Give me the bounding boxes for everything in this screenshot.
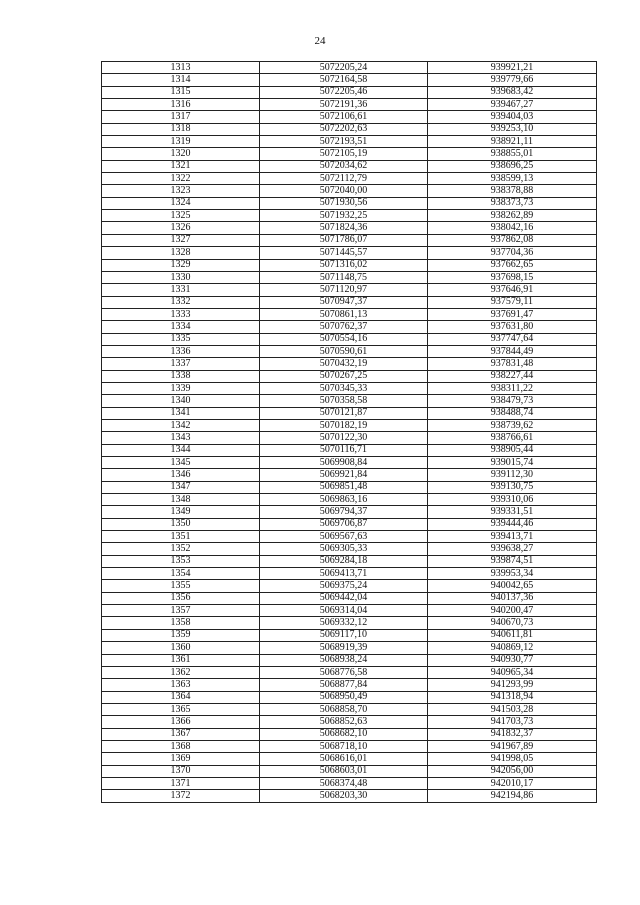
point-number-cell: 1331 <box>102 284 260 296</box>
table-row <box>102 222 597 234</box>
x-coordinate-cell: 5070121,87 <box>260 407 428 419</box>
y-coordinate-cell: 939112,30 <box>428 469 597 481</box>
point-number-cell: 1371 <box>102 777 260 789</box>
page-number: 24 <box>314 35 326 47</box>
y-coordinate-cell: 937579,11 <box>428 296 597 308</box>
point-number-cell: 1349 <box>102 506 260 518</box>
y-coordinate-cell: 941703,73 <box>428 716 597 728</box>
y-coordinate-cell: 938855,01 <box>428 148 597 160</box>
point-number-cell: 1339 <box>102 382 260 394</box>
x-coordinate-cell: 5069413,71 <box>260 568 428 580</box>
point-number-cell: 1361 <box>102 654 260 666</box>
x-coordinate-cell: 5071316,02 <box>260 259 428 271</box>
y-coordinate-cell: 937844,49 <box>428 345 597 357</box>
table-row <box>102 580 597 592</box>
x-coordinate-cell: 5068616,01 <box>260 753 428 765</box>
x-coordinate-cell: 5070432,19 <box>260 358 428 370</box>
table-row <box>102 247 597 259</box>
point-number-cell: 1366 <box>102 716 260 728</box>
point-number-cell: 1360 <box>102 642 260 654</box>
y-coordinate-cell: 939015,74 <box>428 457 597 469</box>
y-coordinate-cell: 941832,37 <box>428 728 597 740</box>
point-number-cell: 1341 <box>102 407 260 419</box>
y-coordinate-cell: 940869,12 <box>428 642 597 654</box>
table-row <box>102 531 597 543</box>
point-number-cell: 1364 <box>102 691 260 703</box>
point-number-cell: 1320 <box>102 148 260 160</box>
x-coordinate-cell: 5069284,18 <box>260 555 428 567</box>
x-coordinate-cell: 5069305,33 <box>260 543 428 555</box>
x-coordinate-cell: 5072205,24 <box>260 62 428 74</box>
table-row <box>102 111 597 123</box>
x-coordinate-cell: 5072034,62 <box>260 160 428 172</box>
x-coordinate-cell: 5069851,48 <box>260 481 428 493</box>
y-coordinate-cell: 940965,34 <box>428 666 597 678</box>
point-number-cell: 1354 <box>102 568 260 580</box>
x-coordinate-cell: 5069117,10 <box>260 629 428 641</box>
point-number-cell: 1358 <box>102 617 260 629</box>
point-number-cell: 1324 <box>102 197 260 209</box>
x-coordinate-cell: 5070182,19 <box>260 419 428 431</box>
y-coordinate-cell: 940137,36 <box>428 592 597 604</box>
table-row <box>102 407 597 419</box>
y-coordinate-cell: 937662,65 <box>428 259 597 271</box>
y-coordinate-cell: 938373,73 <box>428 197 597 209</box>
table-row <box>102 666 597 678</box>
table-row <box>102 197 597 209</box>
table-row <box>102 753 597 765</box>
table-row <box>102 444 597 456</box>
table-row <box>102 740 597 752</box>
x-coordinate-cell: 5068877,84 <box>260 679 428 691</box>
x-coordinate-cell: 5072202,63 <box>260 123 428 135</box>
table-row <box>102 716 597 728</box>
table-row <box>102 728 597 740</box>
table-row <box>102 555 597 567</box>
point-number-cell: 1317 <box>102 111 260 123</box>
table-row <box>102 765 597 777</box>
table-row <box>102 345 597 357</box>
table-row <box>102 642 597 654</box>
point-number-cell: 1350 <box>102 518 260 530</box>
x-coordinate-cell: 5069794,37 <box>260 506 428 518</box>
table-row <box>102 99 597 111</box>
point-number-cell: 1342 <box>102 419 260 431</box>
x-coordinate-cell: 5068776,58 <box>260 666 428 678</box>
x-coordinate-cell: 5069706,87 <box>260 518 428 530</box>
y-coordinate-cell: 938599,13 <box>428 173 597 185</box>
x-coordinate-cell: 5068950,49 <box>260 691 428 703</box>
x-coordinate-cell: 5071786,07 <box>260 234 428 246</box>
x-coordinate-cell: 5070358,58 <box>260 395 428 407</box>
table-row <box>102 62 597 74</box>
x-coordinate-cell: 5071930,56 <box>260 197 428 209</box>
table-row <box>102 494 597 506</box>
y-coordinate-cell: 939404,03 <box>428 111 597 123</box>
table-row <box>102 382 597 394</box>
y-coordinate-cell: 938262,89 <box>428 210 597 222</box>
y-coordinate-cell: 941293,99 <box>428 679 597 691</box>
point-number-cell: 1316 <box>102 99 260 111</box>
table-row <box>102 790 597 802</box>
point-number-cell: 1315 <box>102 86 260 98</box>
point-number-cell: 1357 <box>102 605 260 617</box>
y-coordinate-cell: 937698,15 <box>428 271 597 283</box>
y-coordinate-cell: 938311,22 <box>428 382 597 394</box>
y-coordinate-cell: 938488,74 <box>428 407 597 419</box>
point-number-cell: 1314 <box>102 74 260 86</box>
point-number-cell: 1372 <box>102 790 260 802</box>
point-number-cell: 1325 <box>102 210 260 222</box>
table-row <box>102 148 597 160</box>
x-coordinate-cell: 5071148,75 <box>260 271 428 283</box>
y-coordinate-cell: 939413,71 <box>428 531 597 543</box>
point-number-cell: 1326 <box>102 222 260 234</box>
y-coordinate-cell: 939921,21 <box>428 62 597 74</box>
x-coordinate-cell: 5072106,61 <box>260 111 428 123</box>
x-coordinate-cell: 5070947,37 <box>260 296 428 308</box>
table-row <box>102 259 597 271</box>
x-coordinate-cell: 5069921,84 <box>260 469 428 481</box>
coordinates-table-body <box>102 62 597 803</box>
x-coordinate-cell: 5069332,12 <box>260 617 428 629</box>
x-coordinate-cell: 5069908,84 <box>260 457 428 469</box>
x-coordinate-cell: 5070554,16 <box>260 333 428 345</box>
x-coordinate-cell: 5072040,00 <box>260 185 428 197</box>
table-row <box>102 234 597 246</box>
y-coordinate-cell: 940670,73 <box>428 617 597 629</box>
table-row <box>102 333 597 345</box>
point-number-cell: 1322 <box>102 173 260 185</box>
point-number-cell: 1363 <box>102 679 260 691</box>
point-number-cell: 1347 <box>102 481 260 493</box>
x-coordinate-cell: 5068203,30 <box>260 790 428 802</box>
x-coordinate-cell: 5069442,04 <box>260 592 428 604</box>
table-row <box>102 86 597 98</box>
table-row <box>102 506 597 518</box>
y-coordinate-cell: 939331,51 <box>428 506 597 518</box>
x-coordinate-cell: 5070861,13 <box>260 308 428 320</box>
table-row <box>102 518 597 530</box>
point-number-cell: 1327 <box>102 234 260 246</box>
y-coordinate-cell: 937862,08 <box>428 234 597 246</box>
point-number-cell: 1323 <box>102 185 260 197</box>
table-row <box>102 617 597 629</box>
point-number-cell: 1330 <box>102 271 260 283</box>
y-coordinate-cell: 940611,81 <box>428 629 597 641</box>
point-number-cell: 1353 <box>102 555 260 567</box>
table-row <box>102 605 597 617</box>
point-number-cell: 1329 <box>102 259 260 271</box>
y-coordinate-cell: 937691,47 <box>428 308 597 320</box>
point-number-cell: 1333 <box>102 308 260 320</box>
table-row <box>102 629 597 641</box>
table-row <box>102 568 597 580</box>
x-coordinate-cell: 5071824,36 <box>260 222 428 234</box>
point-number-cell: 1362 <box>102 666 260 678</box>
point-number-cell: 1355 <box>102 580 260 592</box>
y-coordinate-cell: 938766,61 <box>428 432 597 444</box>
point-number-cell: 1352 <box>102 543 260 555</box>
y-coordinate-cell: 939874,51 <box>428 555 597 567</box>
point-number-cell: 1351 <box>102 531 260 543</box>
table-row <box>102 123 597 135</box>
point-number-cell: 1337 <box>102 358 260 370</box>
point-number-cell: 1368 <box>102 740 260 752</box>
x-coordinate-cell: 5072205,46 <box>260 86 428 98</box>
x-coordinate-cell: 5072191,36 <box>260 99 428 111</box>
x-coordinate-cell: 5071120,97 <box>260 284 428 296</box>
table-row <box>102 271 597 283</box>
point-number-cell: 1332 <box>102 296 260 308</box>
y-coordinate-cell: 938227,44 <box>428 370 597 382</box>
x-coordinate-cell: 5072112,79 <box>260 173 428 185</box>
y-coordinate-cell: 939444,46 <box>428 518 597 530</box>
table-row <box>102 370 597 382</box>
point-number-cell: 1359 <box>102 629 260 641</box>
table-row <box>102 308 597 320</box>
x-coordinate-cell: 5068682,10 <box>260 728 428 740</box>
y-coordinate-cell: 937831,48 <box>428 358 597 370</box>
x-coordinate-cell: 5070345,33 <box>260 382 428 394</box>
y-coordinate-cell: 938042,16 <box>428 222 597 234</box>
y-coordinate-cell: 941503,28 <box>428 703 597 715</box>
point-number-cell: 1328 <box>102 247 260 259</box>
x-coordinate-cell: 5069863,16 <box>260 494 428 506</box>
y-coordinate-cell: 937646,91 <box>428 284 597 296</box>
x-coordinate-cell: 5071932,25 <box>260 210 428 222</box>
table-row <box>102 136 597 148</box>
point-number-cell: 1365 <box>102 703 260 715</box>
point-number-cell: 1343 <box>102 432 260 444</box>
y-coordinate-cell: 940930,77 <box>428 654 597 666</box>
y-coordinate-cell: 941998,05 <box>428 753 597 765</box>
coordinates-table <box>101 61 597 803</box>
y-coordinate-cell: 939779,66 <box>428 74 597 86</box>
point-number-cell: 1356 <box>102 592 260 604</box>
y-coordinate-cell: 938905,44 <box>428 444 597 456</box>
point-number-cell: 1348 <box>102 494 260 506</box>
x-coordinate-cell: 5069314,04 <box>260 605 428 617</box>
y-coordinate-cell: 942010,17 <box>428 777 597 789</box>
x-coordinate-cell: 5068938,24 <box>260 654 428 666</box>
x-coordinate-cell: 5072105,19 <box>260 148 428 160</box>
x-coordinate-cell: 5068858,70 <box>260 703 428 715</box>
y-coordinate-cell: 942056,00 <box>428 765 597 777</box>
y-coordinate-cell: 939953,34 <box>428 568 597 580</box>
table-row <box>102 543 597 555</box>
point-number-cell: 1318 <box>102 123 260 135</box>
point-number-cell: 1369 <box>102 753 260 765</box>
point-number-cell: 1346 <box>102 469 260 481</box>
table-row <box>102 457 597 469</box>
point-number-cell: 1335 <box>102 333 260 345</box>
table-row <box>102 703 597 715</box>
point-number-cell: 1345 <box>102 457 260 469</box>
table-row <box>102 185 597 197</box>
point-number-cell: 1340 <box>102 395 260 407</box>
x-coordinate-cell: 5070116,71 <box>260 444 428 456</box>
point-number-cell: 1313 <box>102 62 260 74</box>
x-coordinate-cell: 5071445,57 <box>260 247 428 259</box>
y-coordinate-cell: 938696,25 <box>428 160 597 172</box>
x-coordinate-cell: 5068852,63 <box>260 716 428 728</box>
point-number-cell: 1338 <box>102 370 260 382</box>
table-row <box>102 321 597 333</box>
y-coordinate-cell: 941318,94 <box>428 691 597 703</box>
point-number-cell: 1344 <box>102 444 260 456</box>
table-row <box>102 654 597 666</box>
x-coordinate-cell: 5070762,37 <box>260 321 428 333</box>
y-coordinate-cell: 942194,86 <box>428 790 597 802</box>
x-coordinate-cell: 5068603,01 <box>260 765 428 777</box>
x-coordinate-cell: 5072193,51 <box>260 136 428 148</box>
table-row <box>102 74 597 86</box>
y-coordinate-cell: 941967,89 <box>428 740 597 752</box>
table-row <box>102 592 597 604</box>
table-row <box>102 296 597 308</box>
y-coordinate-cell: 940042,65 <box>428 580 597 592</box>
y-coordinate-cell: 937704,36 <box>428 247 597 259</box>
table-row <box>102 481 597 493</box>
x-coordinate-cell: 5070267,25 <box>260 370 428 382</box>
point-number-cell: 1367 <box>102 728 260 740</box>
table-row <box>102 432 597 444</box>
x-coordinate-cell: 5070122,30 <box>260 432 428 444</box>
table-row <box>102 691 597 703</box>
y-coordinate-cell: 938921,11 <box>428 136 597 148</box>
x-coordinate-cell: 5068374,48 <box>260 777 428 789</box>
y-coordinate-cell: 940200,47 <box>428 605 597 617</box>
y-coordinate-cell: 937747,64 <box>428 333 597 345</box>
point-number-cell: 1336 <box>102 345 260 357</box>
table-row <box>102 284 597 296</box>
point-number-cell: 1370 <box>102 765 260 777</box>
table-row <box>102 173 597 185</box>
x-coordinate-cell: 5068718,10 <box>260 740 428 752</box>
y-coordinate-cell: 937631,80 <box>428 321 597 333</box>
table-row <box>102 210 597 222</box>
x-coordinate-cell: 5072164,58 <box>260 74 428 86</box>
y-coordinate-cell: 939638,27 <box>428 543 597 555</box>
y-coordinate-cell: 939253,10 <box>428 123 597 135</box>
y-coordinate-cell: 938378,88 <box>428 185 597 197</box>
table-row <box>102 777 597 789</box>
table-row <box>102 395 597 407</box>
x-coordinate-cell: 5068919,39 <box>260 642 428 654</box>
y-coordinate-cell: 939130,75 <box>428 481 597 493</box>
table-row <box>102 160 597 172</box>
y-coordinate-cell: 939310,06 <box>428 494 597 506</box>
y-coordinate-cell: 939467,27 <box>428 99 597 111</box>
x-coordinate-cell: 5069567,63 <box>260 531 428 543</box>
y-coordinate-cell: 938739,62 <box>428 419 597 431</box>
point-number-cell: 1334 <box>102 321 260 333</box>
table-row <box>102 679 597 691</box>
table-row <box>102 358 597 370</box>
point-number-cell: 1321 <box>102 160 260 172</box>
table-row <box>102 469 597 481</box>
table-row <box>102 419 597 431</box>
y-coordinate-cell: 939683,42 <box>428 86 597 98</box>
x-coordinate-cell: 5069375,24 <box>260 580 428 592</box>
x-coordinate-cell: 5070590,61 <box>260 345 428 357</box>
point-number-cell: 1319 <box>102 136 260 148</box>
y-coordinate-cell: 938479,73 <box>428 395 597 407</box>
